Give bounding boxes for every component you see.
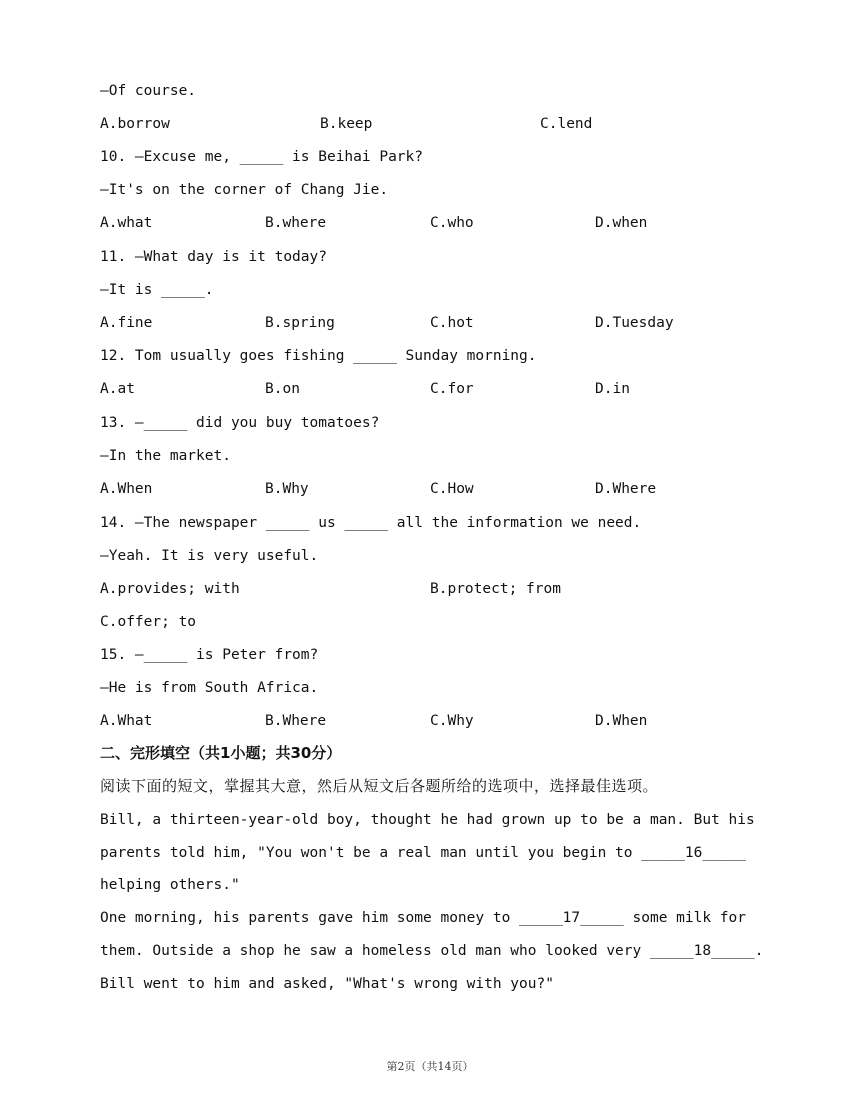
q15-question: 15. —_____ is Peter from? (100, 647, 319, 663)
q14-question: 14. —The newspaper _____ us _____ all the information we need. (100, 515, 642, 531)
passage-line-6: Bill went to him and asked, "What's wrong with you?" (100, 976, 554, 992)
q12-option-b: B.on (265, 381, 300, 397)
q14-answer: —Yeah. It is very useful. (100, 548, 319, 564)
q11-question: 11. —What day is it today? (100, 249, 327, 265)
q15-option-b: B.Where (265, 713, 327, 729)
q11-option-d: D.Tuesday (595, 315, 674, 331)
q15-option-c: C.Why (430, 713, 474, 729)
passage-line-1: Bill, a thirteen-year-old boy, thought he had grown up to be a man. But his (100, 812, 755, 828)
q10-option-a: A.what (100, 215, 153, 231)
q11-option-c: C.hot (430, 315, 474, 331)
section2-heading: 二、完形填空（共1小题；共30分） (100, 744, 342, 762)
q10-option-b: B.where (265, 215, 327, 231)
q15-option-d: D.When (595, 713, 648, 729)
q13-option-d: D.Where (595, 481, 657, 497)
q15-option-a: A.What (100, 713, 153, 729)
passage-line-2: parents told him, "You won't be a real man until you begin to _____16_____ (100, 845, 747, 861)
q15-answer: —He is from South Africa. (100, 680, 319, 696)
q11-option-b: B.spring (265, 315, 335, 331)
q11-answer: —It is _____. (100, 282, 214, 298)
q13-option-b: B.Why (265, 481, 309, 497)
page-footer: 第2页（共14页） (386, 1060, 474, 1073)
q9-option-c: C.lend (540, 116, 593, 132)
q10-answer: —It's on the corner of Chang Jie. (100, 182, 389, 198)
q11-option-a: A.fine (100, 315, 153, 331)
q12-question: 12. Tom usually goes fishing _____ Sunday morning. (100, 348, 537, 364)
passage-line-3: helping others." (100, 877, 240, 893)
passage-line-5: them. Outside a shop he saw a homeless old man who looked very _____18_____. (100, 943, 764, 959)
q14-option-c: C.offer; to (100, 614, 197, 630)
q13-question: 13. —_____ did you buy tomatoes? (100, 415, 380, 431)
q10-option-c: C.who (430, 215, 474, 231)
section2-instruction: 阅读下面的短文，掌握其大意，然后从短文后各题所给的选项中，选择最佳选项。 (100, 777, 659, 795)
q10-question: 10. —Excuse me, _____ is Beihai Park? (100, 149, 424, 165)
q9-option-b: B.keep (320, 116, 373, 132)
q13-answer: —In the market. (100, 448, 231, 464)
q9-option-a: A.borrow (100, 116, 170, 132)
q13-option-a: A.When (100, 481, 153, 497)
q12-option-a: A.at (100, 381, 135, 397)
q12-option-c: C.for (430, 381, 474, 397)
q14-option-a: A.provides; with (100, 581, 240, 597)
q13-option-c: C.How (430, 481, 474, 497)
q9-answer: —Of course. (100, 83, 197, 99)
passage-line-4: One morning, his parents gave him some money to _____17_____ some milk for (100, 910, 747, 926)
q10-option-d: D.when (595, 215, 648, 231)
q12-option-d: D.in (595, 381, 630, 397)
q14-option-b: B.protect; from (430, 581, 561, 597)
